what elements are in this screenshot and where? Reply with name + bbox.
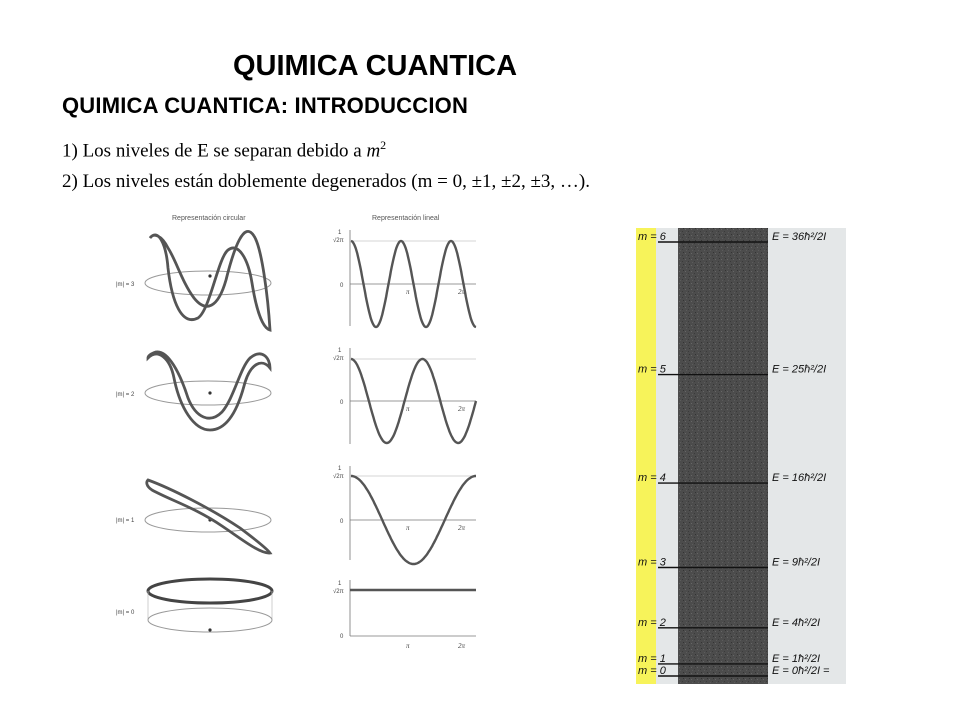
level-energy-label: E = 9ħ²/2I — [772, 556, 821, 569]
dark-bar — [678, 228, 768, 684]
svg-text:1: 1 — [338, 581, 342, 587]
level-energy-label: E = 36ħ²/2I — [772, 231, 827, 243]
level-energy-label: E = 16ħ²/2I — [772, 472, 827, 485]
svg-text:π: π — [406, 405, 410, 413]
svg-text:0: 0 — [340, 634, 344, 640]
svg-text:π: π — [406, 642, 410, 650]
wavefunction-figure — [110, 208, 490, 660]
svg-text:2π: 2π — [458, 642, 466, 650]
bullet-line-1-text: 1) Los niveles de E se separan debido a — [62, 140, 367, 162]
m-label: |m| = 1 — [116, 518, 135, 524]
svg-text:π: π — [406, 288, 410, 296]
level-m-label: m = 1 — [638, 652, 666, 665]
level-energy-label: E = 4ħ²/2I — [772, 616, 821, 629]
svg-text:2π: 2π — [458, 288, 466, 296]
svg-text:0: 0 — [340, 283, 344, 289]
page-title: QUIMICA CUANTICA — [232, 50, 518, 82]
m-label: |m| = 3 — [116, 282, 135, 288]
svg-text:1: 1 — [338, 348, 342, 354]
svg-text:1: 1 — [338, 466, 342, 472]
energy-level-diagram — [636, 228, 846, 684]
level-energy-label: E = 1ħ²/2I — [772, 652, 821, 665]
svg-text:0: 0 — [340, 400, 344, 406]
svg-text:2π: 2π — [458, 524, 466, 532]
bullet-line-2: 2) Los niveles están doblemente degenerados (m = 0, ±1, ±2, ±3, …). — [62, 171, 590, 192]
level-energy-label: E = 0ħ²/2I = — [772, 665, 830, 677]
svg-text:√2π: √2π — [333, 238, 344, 244]
svg-text:√2π: √2π — [333, 474, 344, 480]
svg-text:0: 0 — [340, 519, 344, 525]
yellow-band — [636, 228, 656, 684]
m-label: |m| = 0 — [116, 610, 135, 616]
header-linear: Representación lineal — [372, 215, 440, 222]
level-m-label: m = 2 — [638, 616, 666, 629]
level-m-label: m = 6 — [638, 231, 666, 243]
m-exponent: 2 — [380, 138, 387, 152]
svg-text:2π: 2π — [458, 405, 466, 413]
level-m-label: m = 3 — [638, 556, 666, 569]
svg-text:√2π: √2π — [333, 589, 344, 595]
level-m-label: m = 5 — [638, 363, 666, 376]
header-circular: Representación circular — [172, 215, 246, 222]
level-energy-label: E = 25ħ²/2I — [772, 363, 827, 376]
m-variable: m — [366, 140, 381, 162]
page-subtitle: QUIMICA CUANTICA: INTRODUCCION — [62, 93, 469, 118]
svg-text:1: 1 — [338, 230, 342, 236]
bullet-line-1 — [62, 138, 386, 162]
level-m-label: m = 0 — [638, 665, 666, 677]
level-m-label: m = 4 — [638, 472, 666, 485]
m-label: |m| = 2 — [116, 392, 135, 398]
svg-text:√2π: √2π — [333, 356, 344, 362]
svg-text:π: π — [406, 524, 410, 532]
